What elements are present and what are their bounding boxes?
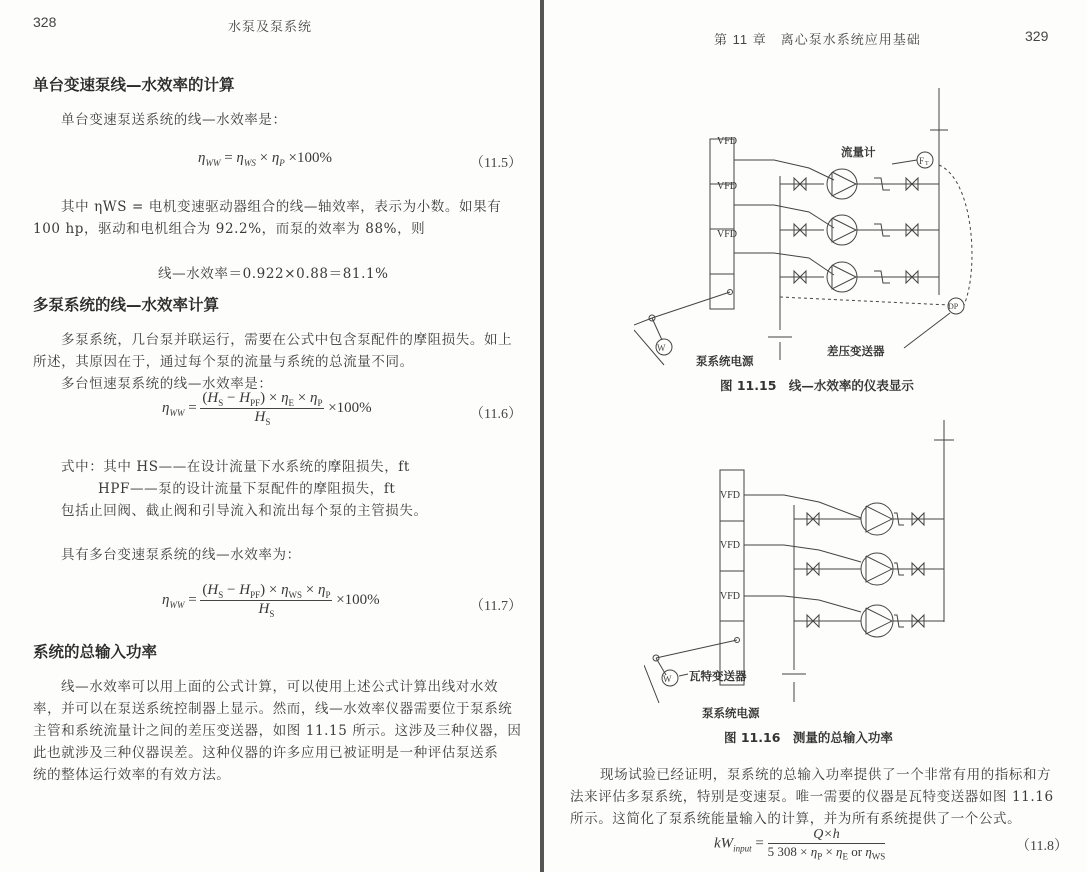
- paragraph: 其中 ηWS = 电机变速驱动器组合的线—轴效率，表示为小数。如果有: [61, 199, 502, 215]
- paragraph: 所示。这简化了泵系统能量输入的计算，并为所有系统提供了一个公式。: [570, 811, 1022, 827]
- vfd-label: VFD: [717, 136, 738, 147]
- equation-11-7: $\eta_{WW}$ = $\frac{(H_S - H_{PF}) \times \eta_{WS} \times \eta_P}{H_S}$ ×100%: [162, 582, 380, 619]
- running-header: 第 11 章 离心泵水系统应用基础: [714, 32, 921, 47]
- watt-transmitter-label: 瓦特变送器: [689, 669, 747, 683]
- dp-transmitter-label: 差压变送器: [827, 344, 885, 358]
- paragraph: 线—水效率可以用上面的公式计算，可以使用上述公式计算出线对水效: [61, 679, 499, 695]
- definition: 式中：其中 HS——在设计流量下水系统的摩阻损失，ft: [61, 459, 410, 475]
- svg-text:W: W: [657, 343, 666, 353]
- svg-text:W: W: [663, 674, 672, 684]
- section-heading: 系统的总输入功率: [33, 643, 158, 661]
- paragraph: 率，并可以在泵送系统控制器上显示。然而，线—水效率仪器需要位于泵系统: [33, 701, 513, 717]
- paragraph: 法来评估多泵系统，特别是变速泵。唯一需要的仪器是瓦特变送器如图 11.16: [570, 789, 1054, 805]
- definition: HPF——泵的设计流量下泵配件的摩阻损失，ft: [98, 481, 396, 497]
- paragraph: 100 hp，驱动和电机组合为 92.2%，而泵的效率为 88%，则: [33, 221, 426, 237]
- paragraph: 所述，其原因在于，通过每个泵的流量与系统的总流量不同。: [33, 354, 414, 370]
- section-heading: 多泵系统的线—水效率计算: [33, 296, 220, 314]
- equation-number: （11.8）: [1016, 839, 1068, 854]
- paragraph: 此也就涉及三种仪器误差。这种仪器的许多应用已被证明是一种评估泵送系: [33, 745, 499, 761]
- figure-11-15-diagram: [634, 80, 974, 370]
- equation-number: （11.7）: [470, 599, 522, 614]
- svg-text:DP: DP: [948, 302, 959, 311]
- power-source-label: 泵系统电源: [702, 706, 760, 720]
- equation-number: （11.5）: [470, 156, 522, 171]
- equation-11-6: $\eta_{WW}$ = $\frac{(H_S - H_{PF}) \times \eta_E \times \eta_P}{H_S}$ ×100%: [162, 390, 372, 427]
- vfd-label: VFD: [720, 591, 741, 602]
- power-source-label: 泵系统电源: [696, 354, 754, 368]
- vfd-label: VFD: [720, 490, 741, 501]
- paragraph: 多泵系统，几台泵并联运行，需要在公式中包含泵配件的摩阻损失。如上: [61, 332, 513, 348]
- left-page: [0, 0, 540, 872]
- paragraph: 具有多台变速泵系统的线—水效率为：: [61, 547, 301, 563]
- equation-number: （11.6）: [470, 407, 522, 422]
- vfd-label: VFD: [717, 181, 738, 192]
- svg-text:F: F: [919, 156, 925, 166]
- example-calculation: 线—水效率＝0.922×0.88＝81.1%: [158, 266, 389, 282]
- right-page: [544, 0, 1087, 872]
- figure-caption: 图 11.15 线—水效率的仪表显示: [720, 378, 914, 393]
- paragraph: 多台恒速泵系统的线—水效率是：: [61, 376, 273, 392]
- vfd-label: VFD: [717, 229, 738, 240]
- paragraph: 单台变速泵送系统的线—水效率是：: [61, 112, 287, 128]
- definition: 包括止回阀、截止阀和引导流入和流出每个泵的主管损失。: [61, 503, 428, 519]
- equation-11-5: $\eta_{WW} = \eta_{WS} \times \eta_P \times 100\%$: [198, 150, 333, 168]
- paragraph: 主管和系统流量计之间的差压变送器，如图 11.15 所示。这涉及三种仪器，因: [33, 723, 522, 739]
- flow-meter-label: 流量计: [841, 145, 876, 159]
- running-header: 水泵及泵系统: [228, 19, 313, 34]
- paragraph: 现场试验已经证明，泵系统的总输入功率提供了一个非常有用的指标和方: [600, 767, 1052, 783]
- page-number: 328: [33, 14, 57, 30]
- section-heading: 单台变速泵线—水效率的计算: [33, 76, 235, 94]
- paragraph: 统的整体运行效率的有效方法。: [33, 767, 231, 783]
- svg-text:T: T: [925, 161, 929, 167]
- figure-caption: 图 11.16 测量的总输入功率: [724, 730, 893, 745]
- equation-11-8: $kW_{input}$ = $\frac{Q\times h}{5 308 \times \eta_P \times \eta_E or \eta_{WS}}$: [714, 827, 886, 862]
- page-number: 329: [1025, 28, 1049, 44]
- vfd-label: VFD: [720, 540, 741, 551]
